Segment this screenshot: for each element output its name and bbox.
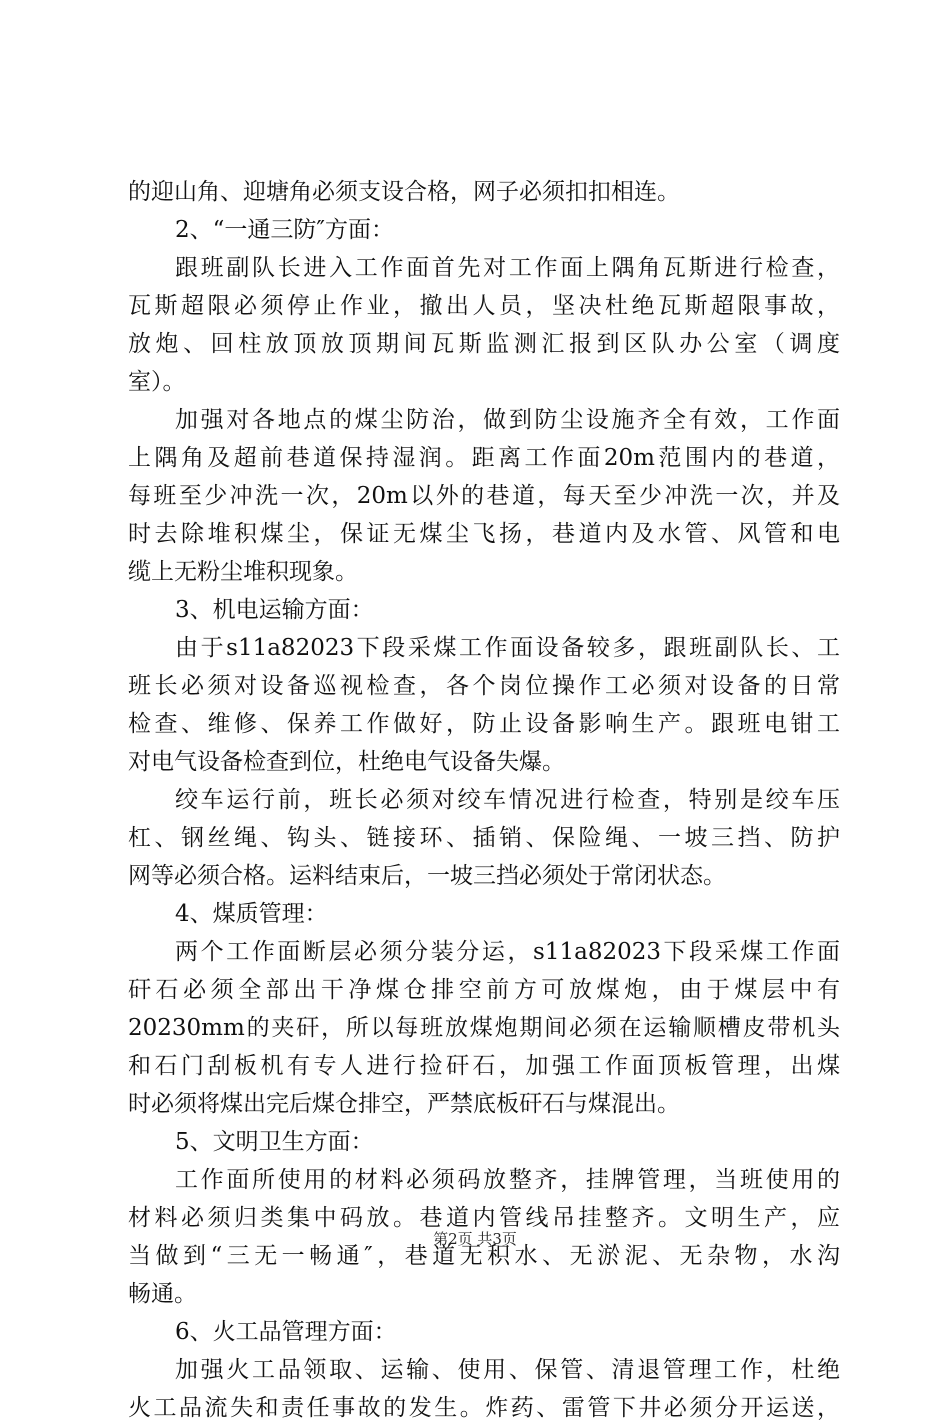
text-line: 杠、钢丝绳、钩头、链接环、插销、保险绳、一坡三挡、防护 <box>128 825 840 851</box>
text-line: 材料必须归类集中码放。巷道内管线吊挂整齐。文明生产，应 <box>128 1205 840 1231</box>
text-line: 6、火工品管理方面： <box>175 1319 397 1345</box>
text-line: 缆上无粉尘堆积现象。 <box>128 559 358 585</box>
text-line: 20230mm的夹矸，所以每班放煤炮期间必须在运输顺槽皮带机头 <box>128 1015 840 1041</box>
text-line: 绞车运行前，班长必须对绞车情况进行检查，特别是绞车压 <box>175 787 840 813</box>
text-line: 畅通。 <box>128 1281 197 1307</box>
text-line: 对电气设备检查到位，杜绝电气设备失爆。 <box>128 749 565 775</box>
text-line: 时必须将煤出完后煤仓排空，严禁底板矸石与煤混出。 <box>128 1091 680 1117</box>
text-line: 加强对各地点的煤尘防治，做到防尘设施齐全有效，工作面 <box>175 407 840 433</box>
text-line: 两个工作面断层必须分装分运，s11a82023下段采煤工作面 <box>175 939 840 965</box>
text-line: 和石门刮板机有专人进行捡矸石，加强工作面顶板管理，出煤 <box>128 1053 840 1079</box>
text-line: 5、文明卫生方面： <box>175 1129 374 1155</box>
text-line: 4、煤质管理： <box>175 901 328 927</box>
text-line: 当做到“三无一畅通″，巷道无积水、无淤泥、无杂物，水沟 <box>128 1243 840 1269</box>
text-line: 检查、维修、保养工作做好，防止设备影响生产。跟班电钳工 <box>128 711 840 737</box>
text-line: 工作面所使用的材料必须码放整齐，挂牌管理，当班使用的 <box>175 1167 840 1193</box>
text-line: 火工品流失和责任事故的发生。炸药、雷管下井必须分开运送， <box>128 1395 840 1421</box>
text-line: 上隅角及超前巷道保持湿润。距离工作面20m范围内的巷道， <box>128 445 840 471</box>
text-line: 每班至少冲洗一次，20m以外的巷道，每天至少冲洗一次，并及 <box>128 483 840 509</box>
page-number-footer: 第2页 共3页 <box>433 1230 517 1248</box>
text-line: 瓦斯超限必须停止作业，撤出人员，坚决杜绝瓦斯超限事故， <box>128 293 840 319</box>
text-line: 放炮、回柱放顶放顶期间瓦斯监测汇报到区队办公室（调度 <box>128 331 840 357</box>
text-line: 由于s11a82023下段采煤工作面设备较多，跟班副队长、工 <box>175 635 840 661</box>
text-line: 矸石必须全部出干净煤仓排空前方可放煤炮，由于煤层中有 <box>128 977 840 1003</box>
text-line: 跟班副队长进入工作面首先对工作面上隅角瓦斯进行检查， <box>175 255 840 281</box>
text-line: 的迎山角、迎塘角必须支设合格，网子必须扣扣相连。 <box>128 179 680 205</box>
text-line: 网等必须合格。运料结束后，一坡三挡必须处于常闭状态。 <box>128 863 726 889</box>
text-line: 2、“一通三防″方面： <box>175 217 394 243</box>
text-line: 时去除堆积煤尘，保证无煤尘飞扬，巷道内及水管、风管和电 <box>128 521 840 547</box>
text-line: 室）。 <box>128 369 186 395</box>
text-line: 加强火工品领取、运输、使用、保管、清退管理工作，杜绝 <box>175 1357 840 1383</box>
text-line: 3、机电运输方面： <box>175 597 374 623</box>
text-line: 班长必须对设备巡视检查，各个岗位操作工必须对设备的日常 <box>128 673 840 699</box>
